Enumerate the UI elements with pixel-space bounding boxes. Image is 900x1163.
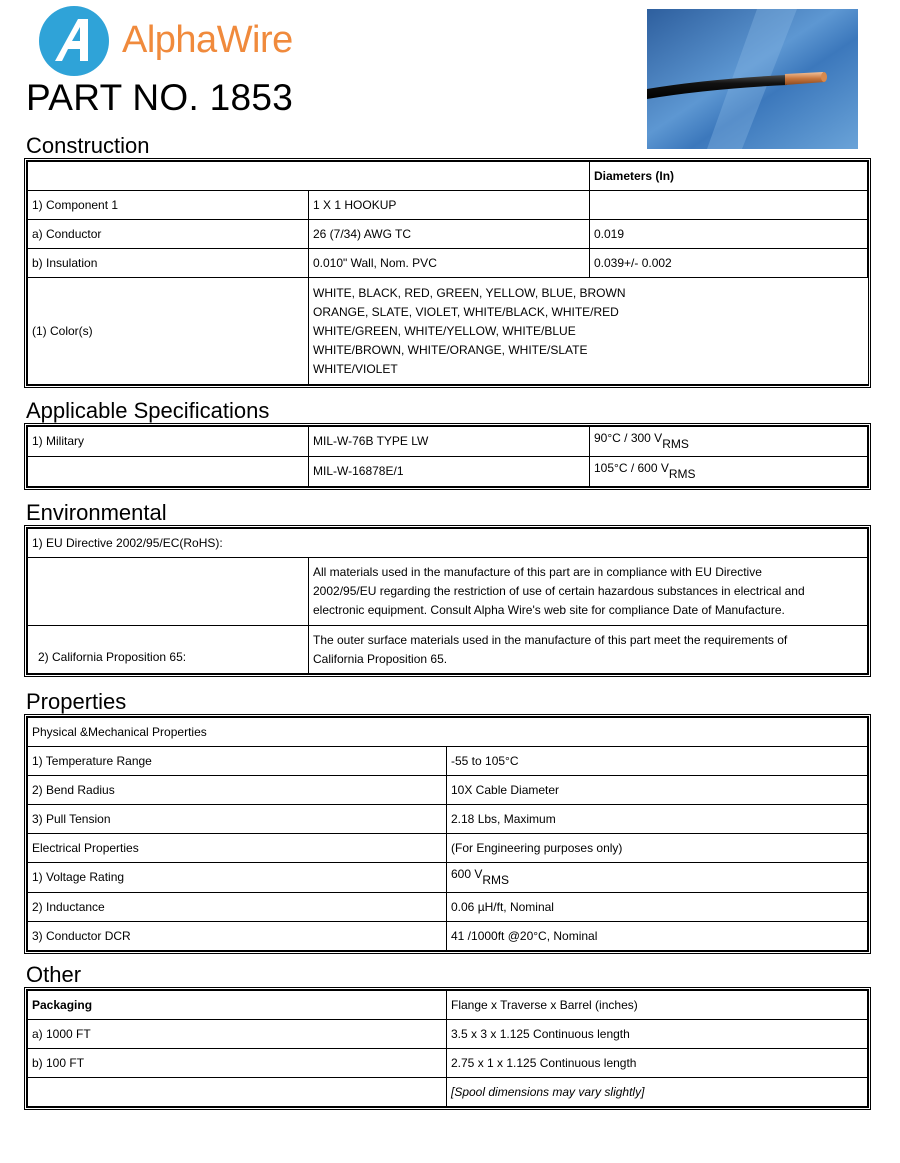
row-label: 1) Temperature Range xyxy=(28,747,447,776)
environmental-table xyxy=(24,525,871,677)
rohs-label: 1) EU Directive 2002/95/EC(RoHS): xyxy=(28,529,868,558)
color-list: WHITE, BLACK, RED, GREEN, YELLOW, BLUE, BROWN ORANGE, SLATE, VIOLET, WHITE/BLACK, WHITE/RED WHITE/GREEN, WHITE/YELLOW, WHITE/BLUE WHITE/BROWN, WHITE/ORANGE, WHITE/SLATE WHITE/VIOLET xyxy=(309,278,868,385)
properties-table xyxy=(24,714,871,954)
table-row xyxy=(28,805,868,834)
row-label xyxy=(28,457,309,487)
row-diameter xyxy=(590,191,868,220)
row-label: 3) Pull Tension xyxy=(28,805,447,834)
row-blank xyxy=(28,1078,447,1107)
row-value: 3.5 x 3 x 1.125 Continuous length xyxy=(447,1020,868,1049)
color-label: (1) Color(s) xyxy=(28,278,309,385)
table-row xyxy=(28,747,868,776)
electrical-note: (For Engineering purposes only) xyxy=(447,834,868,863)
row-value: 0.010" Wall, Nom. PVC xyxy=(309,249,590,278)
row-value: 41 /1000ft @20°C, Nominal xyxy=(447,922,868,951)
brand-logo xyxy=(38,5,318,77)
construction-title: Construction xyxy=(26,133,150,158)
construction-table xyxy=(24,158,871,388)
row-value: 2.18 Lbs, Maximum xyxy=(447,805,868,834)
table-row xyxy=(28,1020,868,1049)
row-rating: 90°C / 300 VRMS xyxy=(590,427,868,457)
row-label: 3) Conductor DCR xyxy=(28,922,447,951)
specifications-title: Applicable Specifications xyxy=(26,398,270,423)
row-label: a) Conductor xyxy=(28,220,309,249)
table-row xyxy=(28,457,868,487)
table-row xyxy=(28,626,868,674)
other-title: Other xyxy=(26,962,82,987)
row-diameter: 0.039+/- 0.002 xyxy=(590,249,868,278)
packaging-header: Flange x Traverse x Barrel (inches) xyxy=(447,991,868,1020)
row-value: 600 VRMS xyxy=(447,863,868,893)
row-label: 1) Military xyxy=(28,427,309,457)
row-label: 1) Component 1 xyxy=(28,191,309,220)
table-row xyxy=(28,558,868,626)
physical-header: Physical &Mechanical Properties xyxy=(28,718,868,747)
environmental-title: Environmental xyxy=(26,500,167,525)
row-value: 1 X 1 HOOKUP xyxy=(309,191,590,220)
table-row xyxy=(28,893,868,922)
diameters-header: Diameters (In) xyxy=(590,162,868,191)
other-table xyxy=(24,987,871,1110)
table-row xyxy=(28,1078,868,1107)
table-row xyxy=(28,863,868,893)
row-value: 26 (7/34) AWG TC xyxy=(309,220,590,249)
table-row xyxy=(28,922,868,951)
row-label: 2) Inductance xyxy=(28,893,447,922)
prop65-label: 2) California Proposition 65: xyxy=(28,626,309,674)
row-value: 2.75 x 1 x 1.125 Continuous length xyxy=(447,1049,868,1078)
row-label: a) 1000 FT xyxy=(28,1020,447,1049)
row-rating: 105°C / 600 VRMS xyxy=(590,457,868,487)
row-value: -55 to 105°C xyxy=(447,747,868,776)
electrical-header: Electrical Properties xyxy=(28,834,447,863)
row-label: b) Insulation xyxy=(28,249,309,278)
spool-note: [Spool dimensions may vary slightly] xyxy=(447,1078,868,1107)
table-row xyxy=(28,278,868,385)
prop65-text: The outer surface materials used in the manufacture of this part meet the requirements of California Proposition 65. xyxy=(309,626,868,674)
brand-name: AlphaWire xyxy=(122,19,293,61)
table-row xyxy=(28,1049,868,1078)
row-diameter: 0.019 xyxy=(590,220,868,249)
table-row xyxy=(28,529,868,558)
row-spec: MIL-W-76B TYPE LW xyxy=(309,427,590,457)
page-title: PART NO. 1853 xyxy=(26,77,294,118)
table-row xyxy=(28,427,868,457)
row-value: 10X Cable Diameter xyxy=(447,776,868,805)
table-row xyxy=(28,220,868,249)
row-spec: MIL-W-16878E/1 xyxy=(309,457,590,487)
rohs-blank xyxy=(28,558,309,626)
packaging-label: Packaging xyxy=(28,991,447,1020)
row-label: b) 100 FT xyxy=(28,1049,447,1078)
product-image xyxy=(647,9,858,149)
table-row xyxy=(28,776,868,805)
properties-title: Properties xyxy=(26,689,127,714)
row-label: 1) Voltage Rating xyxy=(28,863,447,893)
row-label: 2) Bend Radius xyxy=(28,776,447,805)
table-row xyxy=(28,834,868,863)
row-value: 0.06 µH/ft, Nominal xyxy=(447,893,868,922)
table-row xyxy=(28,191,868,220)
table-row xyxy=(28,249,868,278)
rohs-text: All materials used in the manufacture of this part are in compliance with EU Directive 2002/95/EU regarding the restriction of use of certain hazardous substances in electrical and electronic equipment. Consult Alpha Wire's web site for compliance Date of Manufacture. xyxy=(309,558,868,626)
construction-header-blank xyxy=(28,162,590,191)
specifications-table xyxy=(24,423,871,490)
alphawire-logo-icon xyxy=(38,5,110,77)
table-row xyxy=(28,991,868,1020)
table-row xyxy=(28,718,868,747)
